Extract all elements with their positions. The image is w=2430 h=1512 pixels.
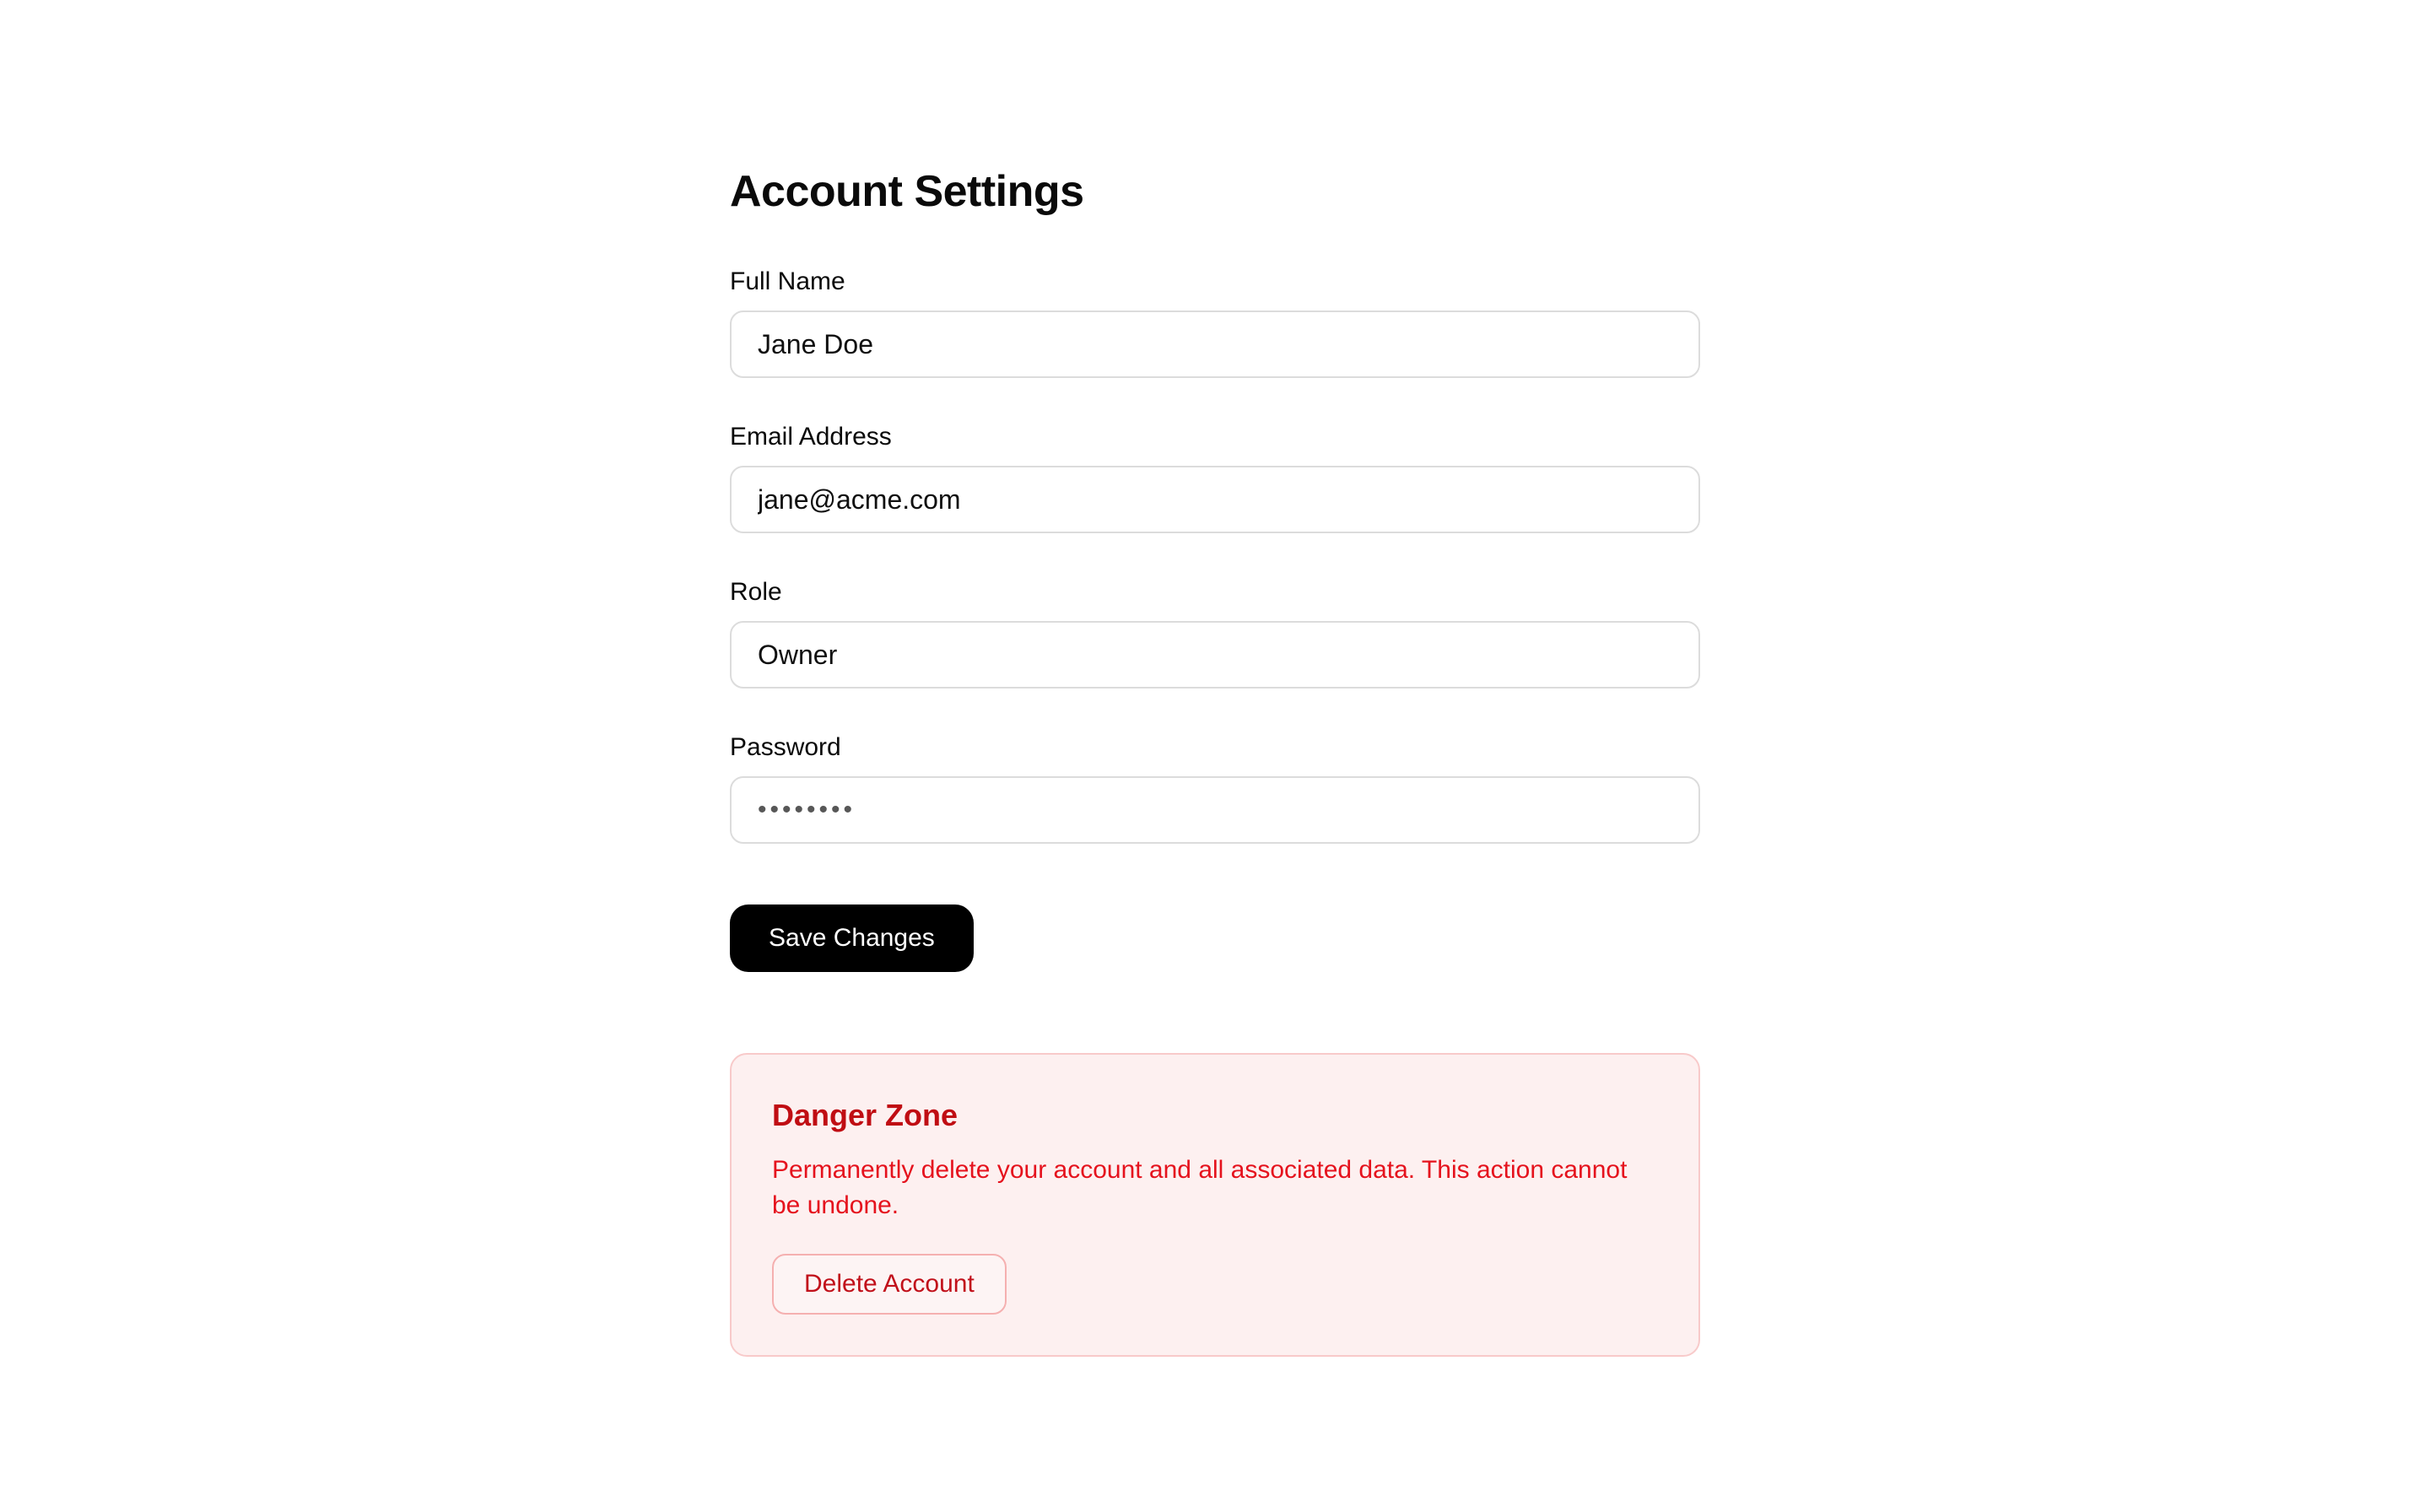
full-name-field-group	[730, 267, 1700, 378]
email-input[interactable]	[730, 466, 1700, 533]
account-settings-form	[730, 267, 1700, 972]
password-label: Password	[730, 733, 841, 761]
email-field-group	[730, 422, 1700, 533]
password-field-group	[730, 732, 1700, 844]
email-label: Email Address	[730, 423, 892, 451]
role-input[interactable]	[730, 621, 1700, 688]
danger-zone-description: Permanently delete your account and all associated data. This action cannot be undone.	[772, 1156, 1628, 1219]
danger-zone-title: Danger Zone	[772, 1098, 958, 1132]
role-label: Role	[730, 578, 782, 606]
full-name-label: Full Name	[730, 267, 845, 295]
full-name-input[interactable]	[730, 310, 1700, 378]
page-title: Account Settings	[730, 167, 1084, 216]
delete-account-button[interactable]: Delete Account	[772, 1254, 1007, 1315]
save-changes-button[interactable]: Save Changes	[730, 904, 974, 972]
account-settings-page	[730, 0, 1700, 1357]
password-input[interactable]	[730, 776, 1700, 844]
role-field-group	[730, 577, 1700, 688]
danger-zone-panel	[730, 1053, 1700, 1357]
